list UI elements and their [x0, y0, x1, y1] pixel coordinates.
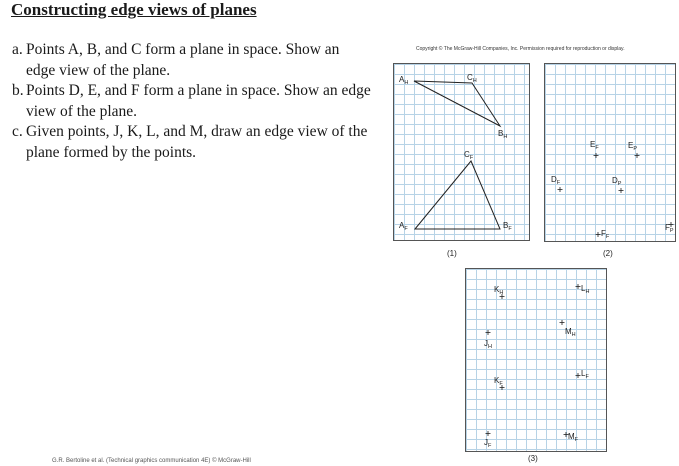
point-label-dp: $D_P$ — [612, 176, 622, 187]
problem-text: Given points, J, K, L, and M, draw an edge view of the plane formed by the points. — [26, 123, 368, 161]
problem-text: Points A, B, and C form a plane in space. Show an edge view of the plane. — [26, 41, 340, 79]
point-label-ah: $A_H$ — [399, 75, 409, 86]
figure-caption-1: (1) — [447, 249, 457, 258]
point-label-lh: $L_H$ — [581, 284, 590, 295]
problem-marker: b. — [12, 82, 24, 99]
page-title: Constructing edge views of planes — [11, 0, 257, 19]
point-label-jh: $J_H$ — [484, 339, 492, 350]
point-label-df: $D_F$ — [551, 175, 561, 186]
triangle-top-view — [414, 81, 500, 126]
point-label-lf: $L_F$ — [581, 369, 589, 380]
point-label-ch: $C_H$ — [467, 73, 477, 84]
point-label-mf: $M_F$ — [568, 432, 579, 443]
triangle-front-view — [415, 161, 500, 229]
point-markers-2 — [558, 153, 674, 237]
point-label-jf: $J_F$ — [484, 438, 492, 449]
page-footer: G.R. Bertoline et al. (Technical graphics communication 4E) © McGraw-Hill — [52, 458, 251, 464]
point-label-kh: $K_H$ — [494, 285, 504, 296]
point-label-ef: $E_F$ — [590, 140, 599, 151]
point-label-ff: $F_F$ — [601, 229, 610, 240]
point-label-bf: $B_F$ — [503, 221, 512, 232]
copyright-notice: Copyright © The McGraw-Hill Companies, Inc. Permission required for reproduction or display. — [416, 46, 625, 52]
problem-marker: c. — [12, 123, 23, 140]
figure-caption-2: (2) — [603, 249, 613, 258]
point-label-bh: $B_H$ — [498, 129, 508, 140]
point-label-mh: $M_H$ — [565, 327, 576, 338]
point-markers-3 — [486, 284, 581, 437]
point-label-ep: $E_P$ — [628, 141, 638, 152]
point-label-af: $A_F$ — [399, 221, 408, 232]
problem-text: Points D, E, and F form a plane in space. Show an edge view of the plane. — [26, 82, 371, 120]
problem-marker: a. — [12, 41, 23, 58]
point-label-cf: $C_F$ — [464, 150, 474, 161]
point-label-fp: $F_P$ — [665, 223, 674, 234]
figure-caption-3: (3) — [528, 454, 538, 463]
point-label-kf: $K_F$ — [494, 376, 503, 387]
